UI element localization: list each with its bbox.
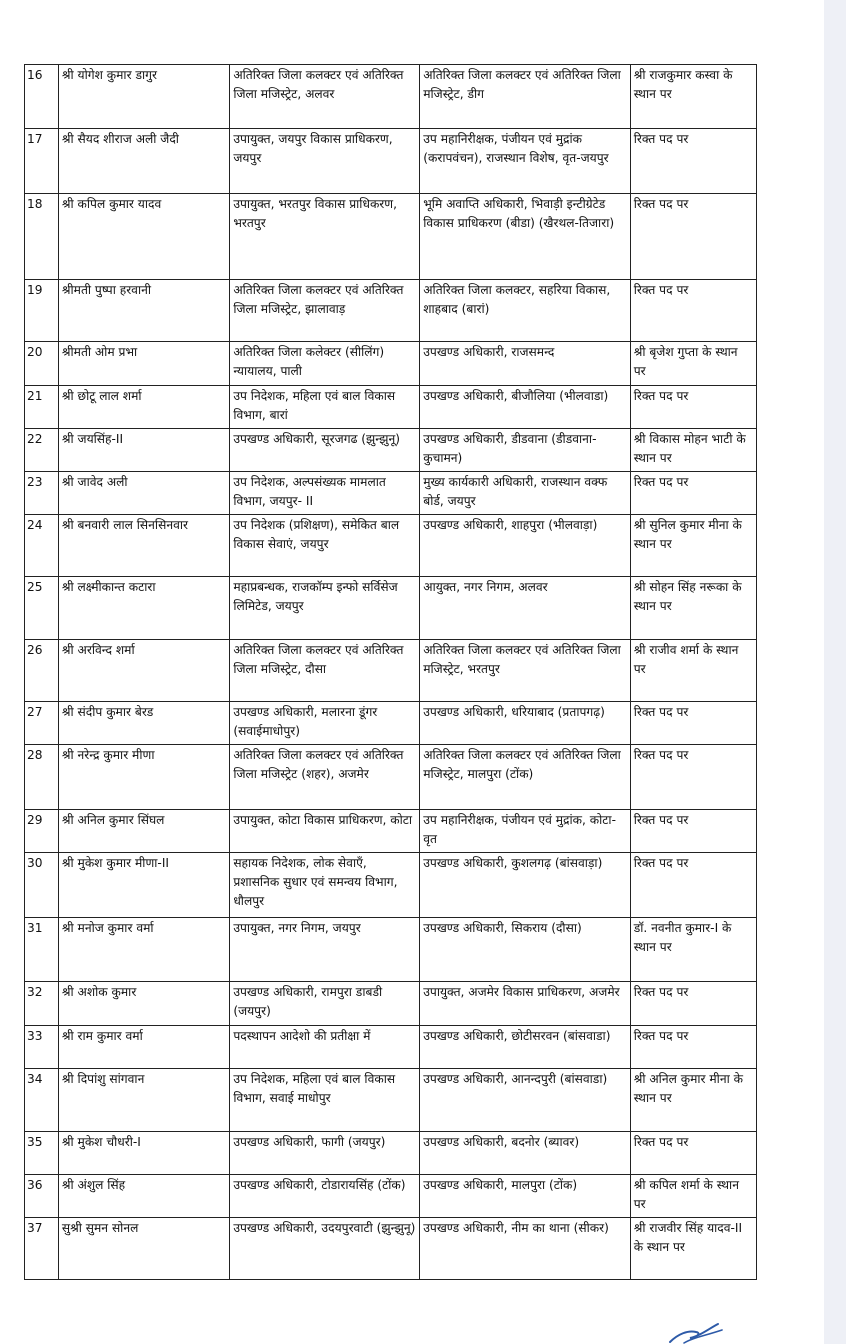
cell-to: उपखण्ड अधिकारी, बीजौलिया (भीलवाडा) bbox=[420, 386, 630, 429]
cell-name: श्री कपिल कुमार यादव bbox=[58, 194, 229, 280]
cell-to: उपखण्ड अधिकारी, सिकराय (दौसा) bbox=[420, 918, 630, 982]
page-margin-strip bbox=[824, 0, 846, 1344]
cell-num: 22 bbox=[25, 429, 59, 472]
cell-remark: रिक्त पद पर bbox=[630, 129, 756, 194]
cell-remark: रिक्त पद पर bbox=[630, 472, 756, 515]
transfer-list-table bbox=[24, 64, 757, 1280]
cell-name: श्री अंशुल सिंह bbox=[58, 1175, 229, 1218]
cell-from: सहायक निदेशक, लोक सेवाएँ, प्रशासनिक सुधार एवं समन्वय विभाग, धौलपुर bbox=[230, 853, 420, 918]
cell-remark: रिक्त पद पर bbox=[630, 853, 756, 918]
cell-name: श्री राम कुमार वर्मा bbox=[58, 1026, 229, 1069]
cell-from: उपखण्ड अधिकारी, टोडारायसिंह (टोंक) bbox=[230, 1175, 420, 1218]
cell-from: अतिरिक्त जिला कलक्टर एवं अतिरिक्त जिला मजिस्ट्रेट (शहर), अजमेर bbox=[230, 745, 420, 810]
cell-num: 23 bbox=[25, 472, 59, 515]
cell-to: अतिरिक्त जिला कलक्टर एवं अतिरिक्त जिला मजिस्ट्रेट, मालपुरा (टोंक) bbox=[420, 745, 630, 810]
cell-num: 25 bbox=[25, 577, 59, 640]
cell-name: श्री अरविन्द शर्मा bbox=[58, 640, 229, 702]
table-body bbox=[25, 65, 757, 1280]
cell-name: श्री लक्ष्मीकान्त कटारा bbox=[58, 577, 229, 640]
table-row bbox=[25, 1218, 757, 1280]
cell-from: उप निदेशक (प्रशिक्षण), समेकित बाल विकास सेवाएं, जयपुर bbox=[230, 515, 420, 577]
cell-name: सुश्री सुमन सोनल bbox=[58, 1218, 229, 1280]
cell-from: उप निदेशक, महिला एवं बाल विकास विभाग, सवाई माधोपुर bbox=[230, 1069, 420, 1132]
cell-to: उपखण्ड अधिकारी, बदनोर (ब्यावर) bbox=[420, 1132, 630, 1175]
cell-remark: श्री राजकुमार कस्वा के स्थान पर bbox=[630, 65, 756, 129]
table-row bbox=[25, 1026, 757, 1069]
cell-name: श्रीमती ओम प्रभा bbox=[58, 342, 229, 386]
cell-to: अतिरिक्त जिला कलक्टर एवं अतिरिक्त जिला मजिस्ट्रेट, डीग bbox=[420, 65, 630, 129]
cell-name: श्री मुकेश कुमार मीणा-II bbox=[58, 853, 229, 918]
cell-name: श्री योगेश कुमार डागुर bbox=[58, 65, 229, 129]
cell-name: श्री अशोक कुमार bbox=[58, 982, 229, 1026]
cell-num: 37 bbox=[25, 1218, 59, 1280]
cell-remark: श्री कपिल शर्मा के स्थान पर bbox=[630, 1175, 756, 1218]
cell-name: श्री छोटू लाल शर्मा bbox=[58, 386, 229, 429]
cell-remark: श्री विकास मोहन भाटी के स्थान पर bbox=[630, 429, 756, 472]
cell-to: मुख्य कार्यकारी अधिकारी, राजस्थान वक्फ बोर्ड, जयपुर bbox=[420, 472, 630, 515]
table-row bbox=[25, 1175, 757, 1218]
cell-name: श्री मनोज कुमार वर्मा bbox=[58, 918, 229, 982]
cell-num: 29 bbox=[25, 810, 59, 853]
cell-remark: श्री राजवीर सिंह यादव-II के स्थान पर bbox=[630, 1218, 756, 1280]
cell-to: उपखण्ड अधिकारी, शाहपुरा (भीलवाड़ा) bbox=[420, 515, 630, 577]
cell-to: भूमि अवाप्ति अधिकारी, भिवाड़ी इन्टीग्रेटेड विकास प्राधिकरण (बीडा) (खैरथल-तिजारा) bbox=[420, 194, 630, 280]
cell-to: उप महानिरीक्षक, पंजीयन एवं मुद्रांक, कोटा-वृत bbox=[420, 810, 630, 853]
cell-num: 33 bbox=[25, 1026, 59, 1069]
cell-num: 36 bbox=[25, 1175, 59, 1218]
cell-remark: रिक्त पद पर bbox=[630, 194, 756, 280]
table-row bbox=[25, 342, 757, 386]
cell-num: 35 bbox=[25, 1132, 59, 1175]
cell-from: उपायुक्त, भरतपुर विकास प्राधिकरण, भरतपुर bbox=[230, 194, 420, 280]
cell-from: उप निदेशक, अल्पसंख्यक मामलात विभाग, जयपुर- II bbox=[230, 472, 420, 515]
table-row bbox=[25, 1069, 757, 1132]
cell-num: 31 bbox=[25, 918, 59, 982]
cell-name: श्री जयसिंह-II bbox=[58, 429, 229, 472]
table-row bbox=[25, 640, 757, 702]
cell-from: उपखण्ड अधिकारी, रामपुरा डाबडी (जयपुर) bbox=[230, 982, 420, 1026]
table-row bbox=[25, 472, 757, 515]
cell-name: श्री अनिल कुमार सिंघल bbox=[58, 810, 229, 853]
cell-num: 24 bbox=[25, 515, 59, 577]
cell-remark: रिक्त पद पर bbox=[630, 1026, 756, 1069]
cell-to: अतिरिक्त जिला कलक्टर, सहरिया विकास, शाहबाद (बारां) bbox=[420, 280, 630, 342]
table-row bbox=[25, 65, 757, 129]
cell-remark: रिक्त पद पर bbox=[630, 745, 756, 810]
cell-from: अतिरिक्त जिला कलेक्टर (सीलिंग) न्यायालय, पाली bbox=[230, 342, 420, 386]
cell-to: उपखण्ड अधिकारी, नीम का थाना (सीकर) bbox=[420, 1218, 630, 1280]
table-row bbox=[25, 194, 757, 280]
cell-remark: डॉ. नवनीत कुमार-I के स्थान पर bbox=[630, 918, 756, 982]
cell-remark: रिक्त पद पर bbox=[630, 1132, 756, 1175]
cell-from: उपायुक्त, जयपुर विकास प्राधिकरण, जयपुर bbox=[230, 129, 420, 194]
table-row bbox=[25, 702, 757, 745]
cell-to: उपखण्ड अधिकारी, आनन्दपुरी (बांसवाडा) bbox=[420, 1069, 630, 1132]
cell-from: पदस्थापन आदेशो की प्रतीक्षा में bbox=[230, 1026, 420, 1069]
table-row bbox=[25, 280, 757, 342]
cell-to: आयुक्त, नगर निगम, अलवर bbox=[420, 577, 630, 640]
cell-from: उपखण्ड अधिकारी, फागी (जयपुर) bbox=[230, 1132, 420, 1175]
cell-to: अतिरिक्त जिला कलक्टर एवं अतिरिक्त जिला मजिस्ट्रेट, भरतपुर bbox=[420, 640, 630, 702]
cell-name: श्री मुकेश चौधरी-I bbox=[58, 1132, 229, 1175]
cell-from: उपखण्ड अधिकारी, उदयपुरवाटी (झुन्झुनू) bbox=[230, 1218, 420, 1280]
table-row bbox=[25, 386, 757, 429]
table-row bbox=[25, 982, 757, 1026]
cell-name: श्री नरेन्द्र कुमार मीणा bbox=[58, 745, 229, 810]
cell-from: महाप्रबन्धक, राजकॉम्प इन्फो सर्विसेज लिमिटेड, जयपुर bbox=[230, 577, 420, 640]
cell-remark: श्री राजीव शर्मा के स्थान पर bbox=[630, 640, 756, 702]
cell-to: उपायुक्त, अजमेर विकास प्राधिकरण, अजमेर bbox=[420, 982, 630, 1026]
cell-to: उपखण्ड अधिकारी, राजसमन्द bbox=[420, 342, 630, 386]
cell-num: 17 bbox=[25, 129, 59, 194]
cell-name: श्री बनवारी लाल सिनसिनवार bbox=[58, 515, 229, 577]
cell-to: उप महानिरीक्षक, पंजीयन एवं मुद्रांक (करापवंचन), राजस्थान विशेष, वृत-जयपुर bbox=[420, 129, 630, 194]
cell-from: उपखण्ड अधिकारी, मलारना डूंगर (सवाईमाधोपुर) bbox=[230, 702, 420, 745]
table-row bbox=[25, 429, 757, 472]
cell-num: 30 bbox=[25, 853, 59, 918]
cell-remark: रिक्त पद पर bbox=[630, 982, 756, 1026]
table-row bbox=[25, 577, 757, 640]
cell-to: उपखण्ड अधिकारी, छोटीसरवन (बांसवाडा) bbox=[420, 1026, 630, 1069]
cell-remark: श्री बृजेश गुप्ता के स्थान पर bbox=[630, 342, 756, 386]
cell-num: 20 bbox=[25, 342, 59, 386]
cell-remark: श्री अनिल कुमार मीना के स्थान पर bbox=[630, 1069, 756, 1132]
cell-name: श्री जावेद अली bbox=[58, 472, 229, 515]
table-row bbox=[25, 129, 757, 194]
cell-num: 27 bbox=[25, 702, 59, 745]
cell-from: उपायुक्त, नगर निगम, जयपुर bbox=[230, 918, 420, 982]
cell-remark: श्री सुनिल कुमार मीना के स्थान पर bbox=[630, 515, 756, 577]
cell-name: श्री दिपांशु सांगवान bbox=[58, 1069, 229, 1132]
cell-remark: रिक्त पद पर bbox=[630, 810, 756, 853]
cell-name: श्री सैयद शीराज अली जैदी bbox=[58, 129, 229, 194]
cell-name: श्रीमती पुष्पा हरवानी bbox=[58, 280, 229, 342]
table-row bbox=[25, 810, 757, 853]
cell-remark: रिक्त पद पर bbox=[630, 386, 756, 429]
table-row bbox=[25, 515, 757, 577]
cell-from: उप निदेशक, महिला एवं बाल विकास विभाग, बारां bbox=[230, 386, 420, 429]
cell-from: उपखण्ड अधिकारी, सूरजगढ (झुन्झुनू) bbox=[230, 429, 420, 472]
cell-remark: रिक्त पद पर bbox=[630, 280, 756, 342]
cell-num: 19 bbox=[25, 280, 59, 342]
cell-to: उपखण्ड अधिकारी, कुशलगढ़ (बांसवाड़ा) bbox=[420, 853, 630, 918]
signature-icon bbox=[666, 1318, 726, 1344]
cell-num: 34 bbox=[25, 1069, 59, 1132]
table-row bbox=[25, 853, 757, 918]
cell-remark: श्री सोहन सिंह नरूका के स्थान पर bbox=[630, 577, 756, 640]
cell-to: उपखण्ड अधिकारी, मालपुरा (टोंक) bbox=[420, 1175, 630, 1218]
cell-to: उपखण्ड अधिकारी, धरियाबाद (प्रतापगढ़) bbox=[420, 702, 630, 745]
cell-from: अतिरिक्त जिला कलक्टर एवं अतिरिक्त जिला मजिस्ट्रेट, दौसा bbox=[230, 640, 420, 702]
cell-num: 28 bbox=[25, 745, 59, 810]
cell-num: 18 bbox=[25, 194, 59, 280]
cell-name: श्री संदीप कुमार बेरड bbox=[58, 702, 229, 745]
cell-num: 16 bbox=[25, 65, 59, 129]
cell-to: उपखण्ड अधिकारी, डीडवाना (डीडवाना-कुचामन) bbox=[420, 429, 630, 472]
cell-num: 32 bbox=[25, 982, 59, 1026]
table-row bbox=[25, 1132, 757, 1175]
cell-remark: रिक्त पद पर bbox=[630, 702, 756, 745]
table-row bbox=[25, 745, 757, 810]
cell-from: अतिरिक्त जिला कलक्टर एवं अतिरिक्त जिला मजिस्ट्रेट, अलवर bbox=[230, 65, 420, 129]
cell-from: अतिरिक्त जिला कलक्टर एवं अतिरिक्त जिला मजिस्ट्रेट, झालावाड़ bbox=[230, 280, 420, 342]
cell-from: उपायुक्त, कोटा विकास प्राधिकरण, कोटा bbox=[230, 810, 420, 853]
table-row bbox=[25, 918, 757, 982]
cell-num: 26 bbox=[25, 640, 59, 702]
cell-num: 21 bbox=[25, 386, 59, 429]
